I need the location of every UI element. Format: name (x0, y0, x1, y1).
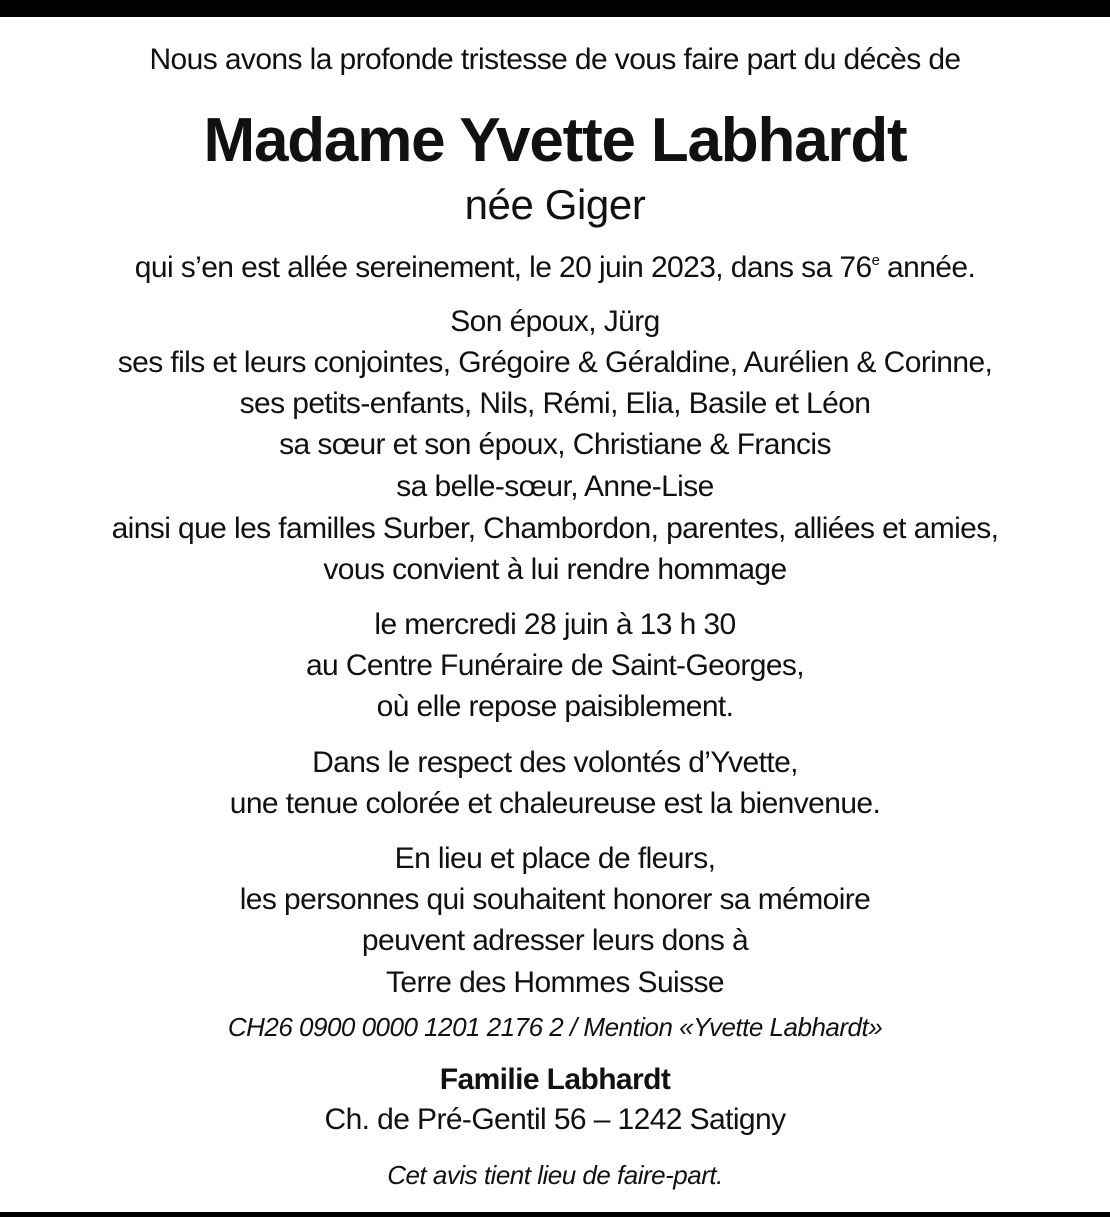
bottom-border (0, 1212, 1110, 1217)
passing-text-end: année. (879, 251, 976, 284)
donation-line: les personnes qui souhaitent honorer sa mémoire (239, 883, 871, 916)
closing-note: Cet avis tient lieu de faire-part. (387, 1160, 723, 1190)
dress-line: Dans le respect des volontés d’Yvette, (312, 746, 798, 779)
intro-text: Nous avons la profonde tristesse de vous faire part du décès de (149, 43, 961, 76)
passing-text-start: qui s’en est allée sereinement, le 20 juin 2023, dans sa 76 (134, 251, 872, 284)
ceremony-line: au Centre Funéraire de Saint-Georges, (305, 649, 805, 682)
family-signature: Familie Labhardt (439, 1063, 671, 1096)
ceremony-line: où elle repose paisiblement. (376, 690, 734, 723)
family-line: ainsi que les familles Surber, Chambordon, parentes, alliées et amies, (111, 512, 999, 545)
donation-line: Terre des Hommes Suisse (386, 966, 724, 999)
top-border (0, 0, 1110, 17)
passing-superscript: e (871, 252, 880, 269)
family-line: vous convient à lui rendre hommage (323, 553, 787, 586)
family-line: ses petits-enfants, Nils, Rémi, Elia, Basile et Léon (239, 387, 871, 420)
donation-line: En lieu et place de fleurs, (394, 842, 716, 875)
family-line: sa belle-sœur, Anne-Lise (396, 470, 714, 503)
maiden-name: née Giger (464, 181, 646, 228)
family-line: Son époux, Jürg (450, 305, 660, 338)
deceased-name: Madame Yvette Labhardt (203, 106, 907, 175)
passing-announcement (0, 253, 1110, 283)
donation-line: peuvent adresser leurs dons à (361, 924, 749, 957)
ceremony-line: le mercredi 28 juin à 13 h 30 (374, 608, 736, 641)
bank-reference: CH26 0900 0000 1201 2176 2 / Mention «Yvette Labhardt» (227, 1012, 883, 1042)
family-line: ses fils et leurs conjointes, Grégoire & Géraldine, Aurélien & Corinne, (117, 346, 993, 379)
family-address: Ch. de Pré-Gentil 56 – 1242 Satigny (324, 1103, 786, 1136)
dress-line: une tenue colorée et chaleureuse est la bienvenue. (229, 787, 881, 820)
family-line: sa sœur et son époux, Christiane & Francis (279, 428, 831, 461)
